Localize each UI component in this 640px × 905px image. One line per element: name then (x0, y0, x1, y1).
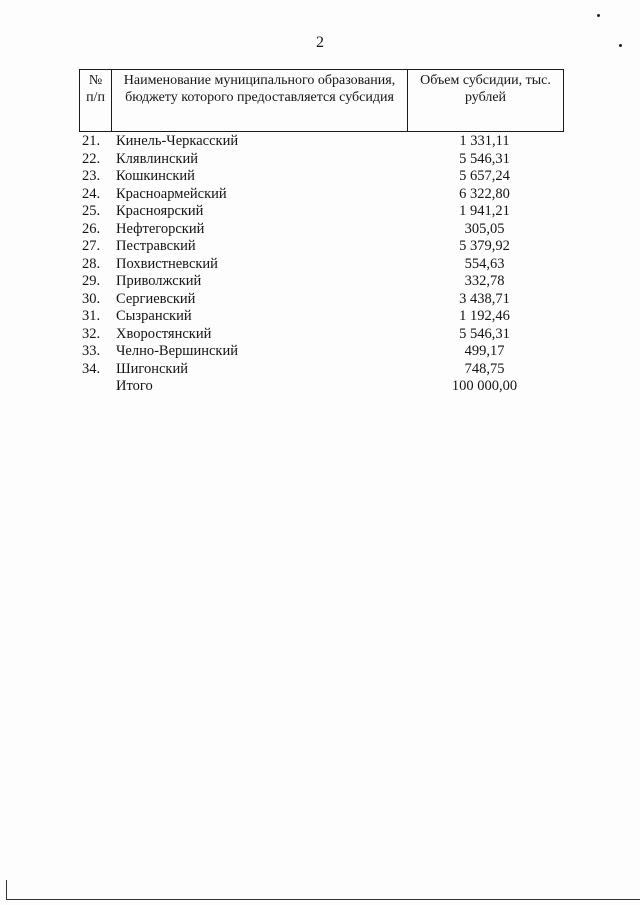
row-number: 21. (82, 133, 101, 149)
table-header (79, 69, 564, 132)
row-number: 26. (82, 220, 101, 237)
row-value: 5 657,24 (459, 168, 510, 184)
row-value: 554,63 (464, 255, 505, 272)
row-name: Клявлинский (116, 150, 198, 167)
row-number: 33. (82, 343, 101, 359)
row-value: 1 941,21 (459, 203, 510, 219)
row-name: Приволжский (116, 273, 202, 289)
row-name: Похвистневский (116, 255, 218, 272)
row-value: 5 546,31 (459, 150, 510, 167)
table-row (79, 133, 560, 151)
header-cell-number: № п/п (80, 70, 112, 132)
row-name: Кошкинский (116, 168, 195, 184)
row-number: 24. (82, 185, 101, 202)
row-name: Нефтегорский (116, 220, 205, 237)
row-name: Сызранский (116, 308, 192, 324)
row-name: Пестравский (116, 238, 196, 254)
table-row (79, 361, 560, 379)
row-name: Красноярский (116, 203, 204, 219)
row-number: 31. (82, 308, 101, 324)
row-value: 1 192,46 (459, 308, 510, 324)
total-label: Итого (116, 378, 153, 394)
row-name: Сергиевский (116, 290, 196, 307)
row-name: Шигонский (116, 360, 188, 377)
table-row (79, 291, 560, 309)
row-name: Челно-Вершинский (116, 343, 238, 359)
page-number: 2 (316, 34, 324, 51)
total-value: 100 000,00 (451, 378, 518, 394)
table-row (79, 326, 560, 344)
table-row (79, 343, 560, 361)
row-number: 32. (82, 325, 101, 342)
table-row (79, 256, 560, 274)
table-row (79, 168, 560, 186)
row-value: 6 322,80 (459, 185, 510, 202)
row-value: 748,75 (464, 360, 505, 377)
row-number: 34. (82, 360, 101, 377)
row-number: 25. (82, 203, 101, 219)
row-value: 332,78 (464, 273, 505, 289)
table-row (79, 203, 560, 221)
row-value: 305,05 (464, 220, 505, 237)
row-value: 5 379,92 (459, 238, 510, 254)
row-number: 28. (82, 255, 101, 272)
table-row (79, 308, 560, 326)
row-name: Кинель-Черкасский (116, 133, 239, 149)
row-value: 3 438,71 (459, 290, 510, 307)
scan-speck (597, 14, 600, 17)
row-value: 1 331,11 (459, 133, 510, 149)
table-row (79, 273, 560, 291)
row-name: Хворостянский (116, 325, 212, 342)
table-row (79, 151, 560, 169)
row-number: 30. (82, 290, 101, 307)
header-cell-value: Объем субсидии, тыс. рублей (408, 70, 564, 132)
table-row (79, 186, 560, 204)
row-number: 22. (82, 150, 101, 167)
row-number: 29. (82, 273, 101, 289)
row-value: 499,17 (464, 343, 505, 359)
scan-speck (619, 44, 622, 47)
row-number: 27. (82, 238, 101, 254)
table-body (79, 133, 560, 396)
table-row (79, 221, 560, 239)
scan-edge-line (6, 899, 640, 900)
row-number: 23. (82, 168, 101, 184)
header-cell-name: Наименование муниципального образования, бюджету которого предоставляется субсидия (112, 70, 408, 132)
row-name: Красноармейский (116, 185, 227, 202)
table-row (79, 238, 560, 256)
row-value: 5 546,31 (459, 325, 510, 342)
total-row (79, 378, 560, 396)
scan-edge-line (6, 880, 7, 900)
